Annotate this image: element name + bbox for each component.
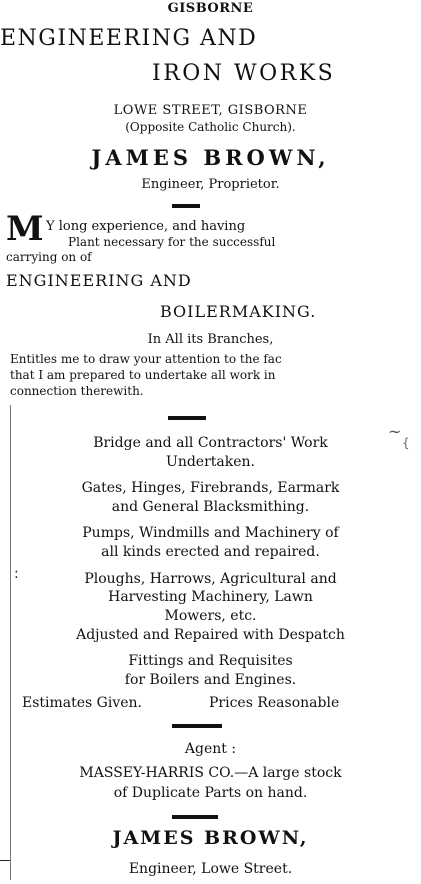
landmark-note: (Opposite Catholic Church). — [125, 120, 296, 134]
margin-mark — [0, 860, 10, 861]
footer-owner-name: JAMES BROWN, — [112, 827, 309, 849]
section-rule-2 — [172, 724, 222, 728]
service-gates: Gates, Hinges, Firebrands, Earmark — [81, 480, 340, 496]
street-address: LOWE STREET, GISBORNE — [113, 103, 308, 118]
section-rule-3 — [172, 815, 218, 819]
entitles-line1: Entitles me to draw your attention to the fac — [10, 352, 282, 366]
bullet-marker: : — [14, 566, 19, 582]
service-fittings-cont: for Boilers and Engines. — [124, 672, 297, 688]
service-ploughs-cont: Harvesting Machinery, Lawn — [108, 589, 313, 605]
services-heading-line3: In All its Branches, — [147, 332, 274, 347]
intro-line3: carrying on of — [6, 250, 92, 264]
service-gates-cont: and General Blacksmithing. — [111, 499, 310, 515]
business-name-line1: ENGINEERING AND — [0, 26, 258, 51]
section-rule-1 — [168, 416, 206, 420]
agent-stock: of Duplicate Parts on hand. — [113, 785, 308, 801]
service-bridge-cont: Undertaken. — [166, 454, 255, 470]
prices-note: Prices Reasonable — [209, 695, 340, 711]
entitles-line2: that I am prepared to undertake all work in — [10, 368, 276, 382]
drop-cap: M — [6, 209, 44, 249]
agent-label: Agent : — [184, 741, 237, 757]
service-pumps-cont: all kinds erected and repaired. — [101, 544, 320, 560]
services-heading-line2: BOILERMAKING. — [160, 302, 317, 321]
estimates-note: Estimates Given. — [22, 695, 142, 711]
service-ploughs: Ploughs, Harrows, Agricultural and — [84, 571, 337, 587]
left-column-rule — [10, 405, 11, 880]
service-fittings: Fittings and Requisites — [128, 653, 293, 669]
town-heading: GISBORNE — [167, 1, 254, 16]
print-speck: { — [402, 436, 410, 450]
footer-address: Engineer, Lowe Street. — [128, 861, 293, 877]
service-bridge: Bridge and all Contractors' Work — [93, 435, 328, 451]
business-name-line2: IRON WORKS — [152, 61, 336, 86]
intro-line1: Y long experience, and having — [46, 219, 246, 234]
entitles-line3: connection therewith. — [10, 384, 144, 398]
proprietor-name: JAMES BROWN, — [91, 145, 330, 170]
service-ploughs-cont2: Mowers, etc. — [164, 608, 257, 624]
print-speck: ~ — [388, 422, 402, 441]
intro-line2: Plant necessary for the successful — [68, 235, 276, 249]
service-adjusted: Adjusted and Repaired with Despatch — [76, 627, 345, 643]
services-heading-line1: ENGINEERING AND — [6, 271, 192, 290]
ornamental-rule — [172, 204, 200, 208]
service-pumps: Pumps, Windmills and Machinery of — [82, 525, 339, 541]
proprietor-title: Engineer, Proprietor. — [141, 177, 280, 192]
agent-name: MASSEY-HARRIS CO.—A large stock — [79, 765, 342, 781]
